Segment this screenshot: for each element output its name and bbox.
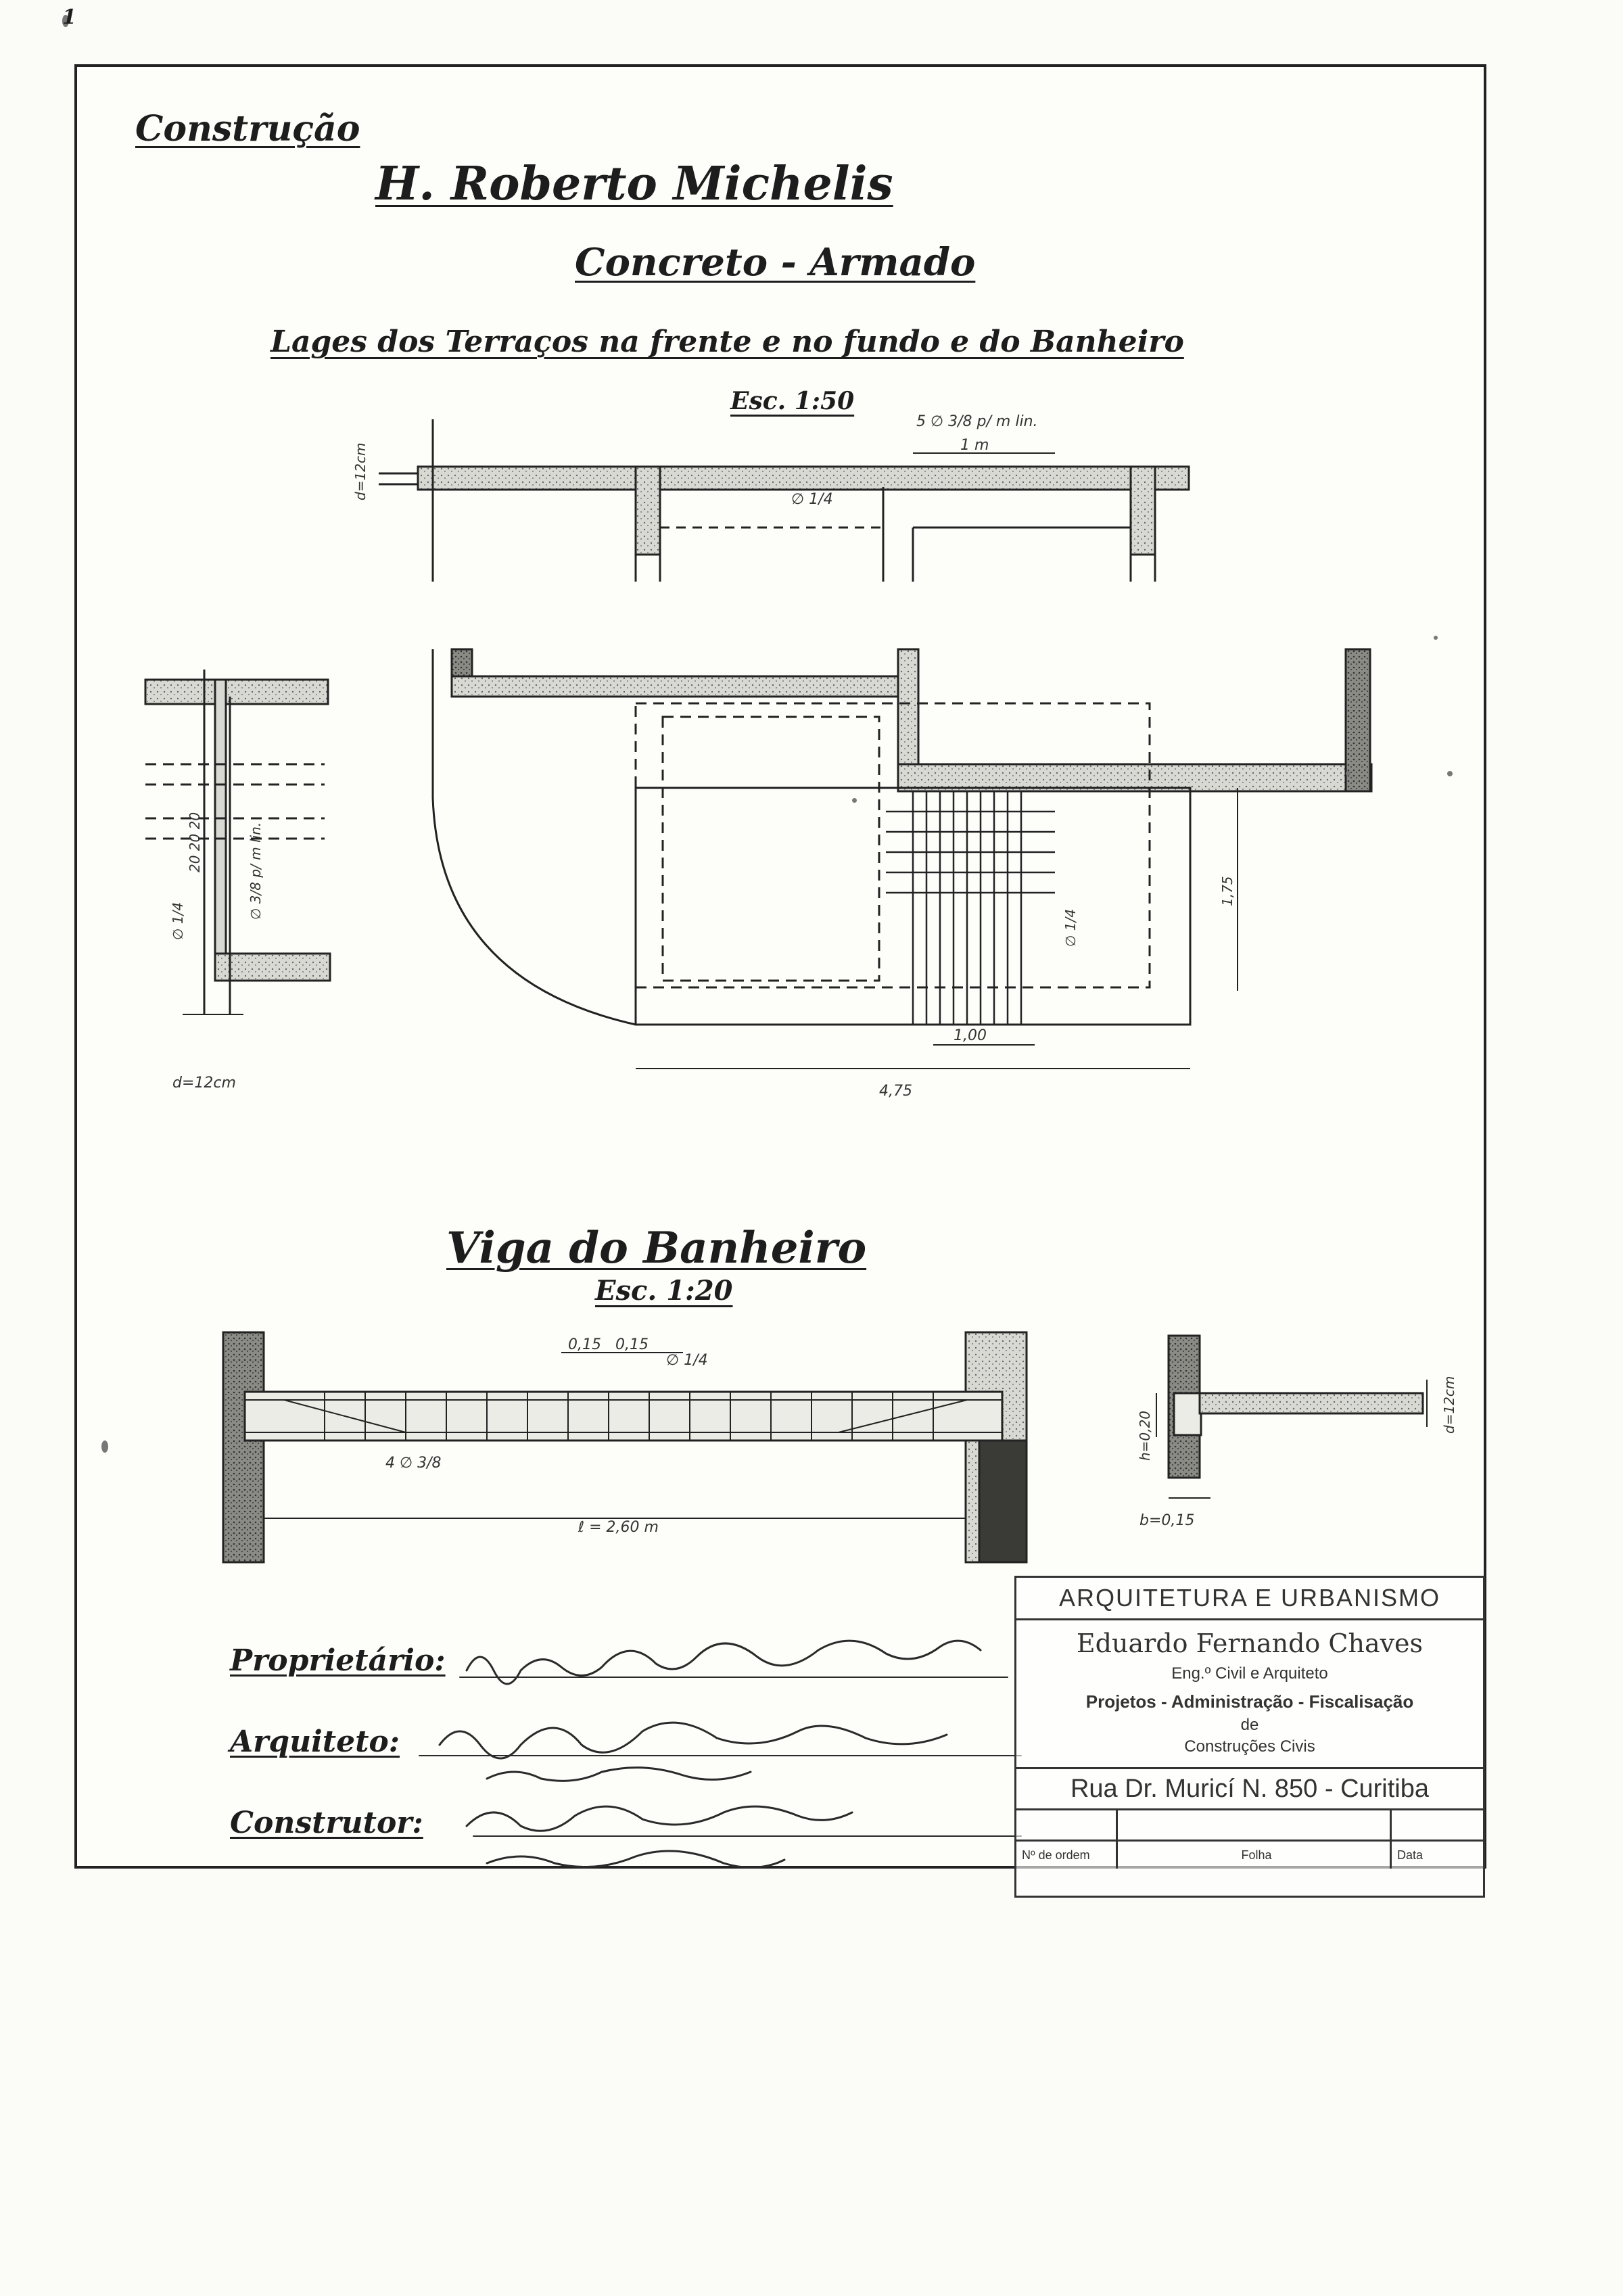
dim-left-rebar: ∅ 3/8 p/ m lin. <box>248 822 264 920</box>
dim-rebar-top: 5 ∅ 3/8 p/ m lin. <box>916 413 1038 430</box>
stamp-row-1 <box>1016 1808 1483 1842</box>
dim-beam-bottom: 4 ∅ 3/8 <box>385 1455 442 1472</box>
dim-w475: 4,75 <box>879 1083 912 1100</box>
owner-label: Proprietário: <box>230 1643 446 1678</box>
stamp-engineer-title: Eng.º Civil e Arquiteto <box>1171 1664 1328 1683</box>
stamp-construcoes: Construções Civis <box>1184 1737 1315 1756</box>
dim-slab-thickness: d=12cm <box>352 442 369 500</box>
stamp-engineer-name: Eduardo Fernando Chaves <box>1076 1629 1424 1658</box>
dim-beam-length: ℓ = 2,60 m <box>578 1519 659 1536</box>
stamp-cell <box>1392 1808 1483 1840</box>
drawing-subject: Lages dos Terraços na frente e no fundo e do Banheiro <box>270 325 1184 359</box>
material-title: Concreto - Armado <box>575 240 976 285</box>
dim-sec-b: b=0,15 <box>1139 1512 1195 1529</box>
stamp-data-cell: Data <box>1397 1848 1424 1862</box>
architect-label: Arquiteto: <box>230 1725 400 1759</box>
title-stamp <box>1014 1576 1485 1898</box>
dim-h175: 1,75 <box>1219 876 1236 906</box>
stamp-cell <box>1016 1808 1118 1840</box>
stamp-de: de <box>1240 1716 1259 1734</box>
scan-speck <box>1434 636 1438 640</box>
page-number: 1 <box>62 5 76 29</box>
dim-sec-h: h=0,20 <box>1137 1411 1153 1461</box>
scan-speck <box>1447 771 1453 776</box>
scan-speck <box>852 798 857 803</box>
builder-label: Construtor: <box>230 1806 423 1840</box>
dim-phi-mesh: ∅ 1/4 <box>1062 909 1079 947</box>
dim-spacing: 20 20 20 <box>187 812 203 872</box>
dim-rebar-top-sub: 1 m <box>960 437 989 454</box>
stamp-cell <box>1118 1808 1392 1840</box>
dim-w100: 1,00 <box>954 1027 987 1044</box>
stamp-folha-cell: Folha <box>1118 1842 1392 1869</box>
dim-phi-quarter: ∅ 1/4 <box>791 491 833 508</box>
dim-stirrup-1: 0,15 <box>568 1336 601 1353</box>
dim-stirrup-2: 0,15 <box>615 1336 649 1353</box>
stamp-row-2 <box>1016 1842 1483 1869</box>
owner-name-title: H. Roberto Michelis <box>375 157 893 211</box>
dim-sec-d: d=12cm <box>1441 1376 1457 1434</box>
scan-speck <box>101 1440 108 1453</box>
beam-title: Viga do Banheiro <box>446 1223 867 1273</box>
scale-label-1: Esc. 1:50 <box>730 387 855 415</box>
stamp-address: Rua Dr. Muricí N. 850 - Curitiba <box>1016 1767 1483 1810</box>
builder-signature <box>467 1806 852 1867</box>
construction-label: Construção <box>135 108 360 149</box>
dim-left-d: d=12cm <box>172 1075 236 1092</box>
dim-beam-phi: ∅ 1/4 <box>666 1352 708 1369</box>
stamp-services: Projetos - Administração - Fiscalisação <box>1085 1691 1414 1712</box>
stamp-header: ARQUITETURA E URBANISMO <box>1016 1578 1483 1620</box>
dim-left-phi: ∅ 1/4 <box>170 902 186 940</box>
scale-label-2: Esc. 1:20 <box>595 1275 733 1307</box>
architect-signature <box>440 1723 947 1781</box>
scan-speck <box>1346 771 1350 776</box>
stamp-order-cell: Nº de ordem <box>1016 1842 1118 1869</box>
